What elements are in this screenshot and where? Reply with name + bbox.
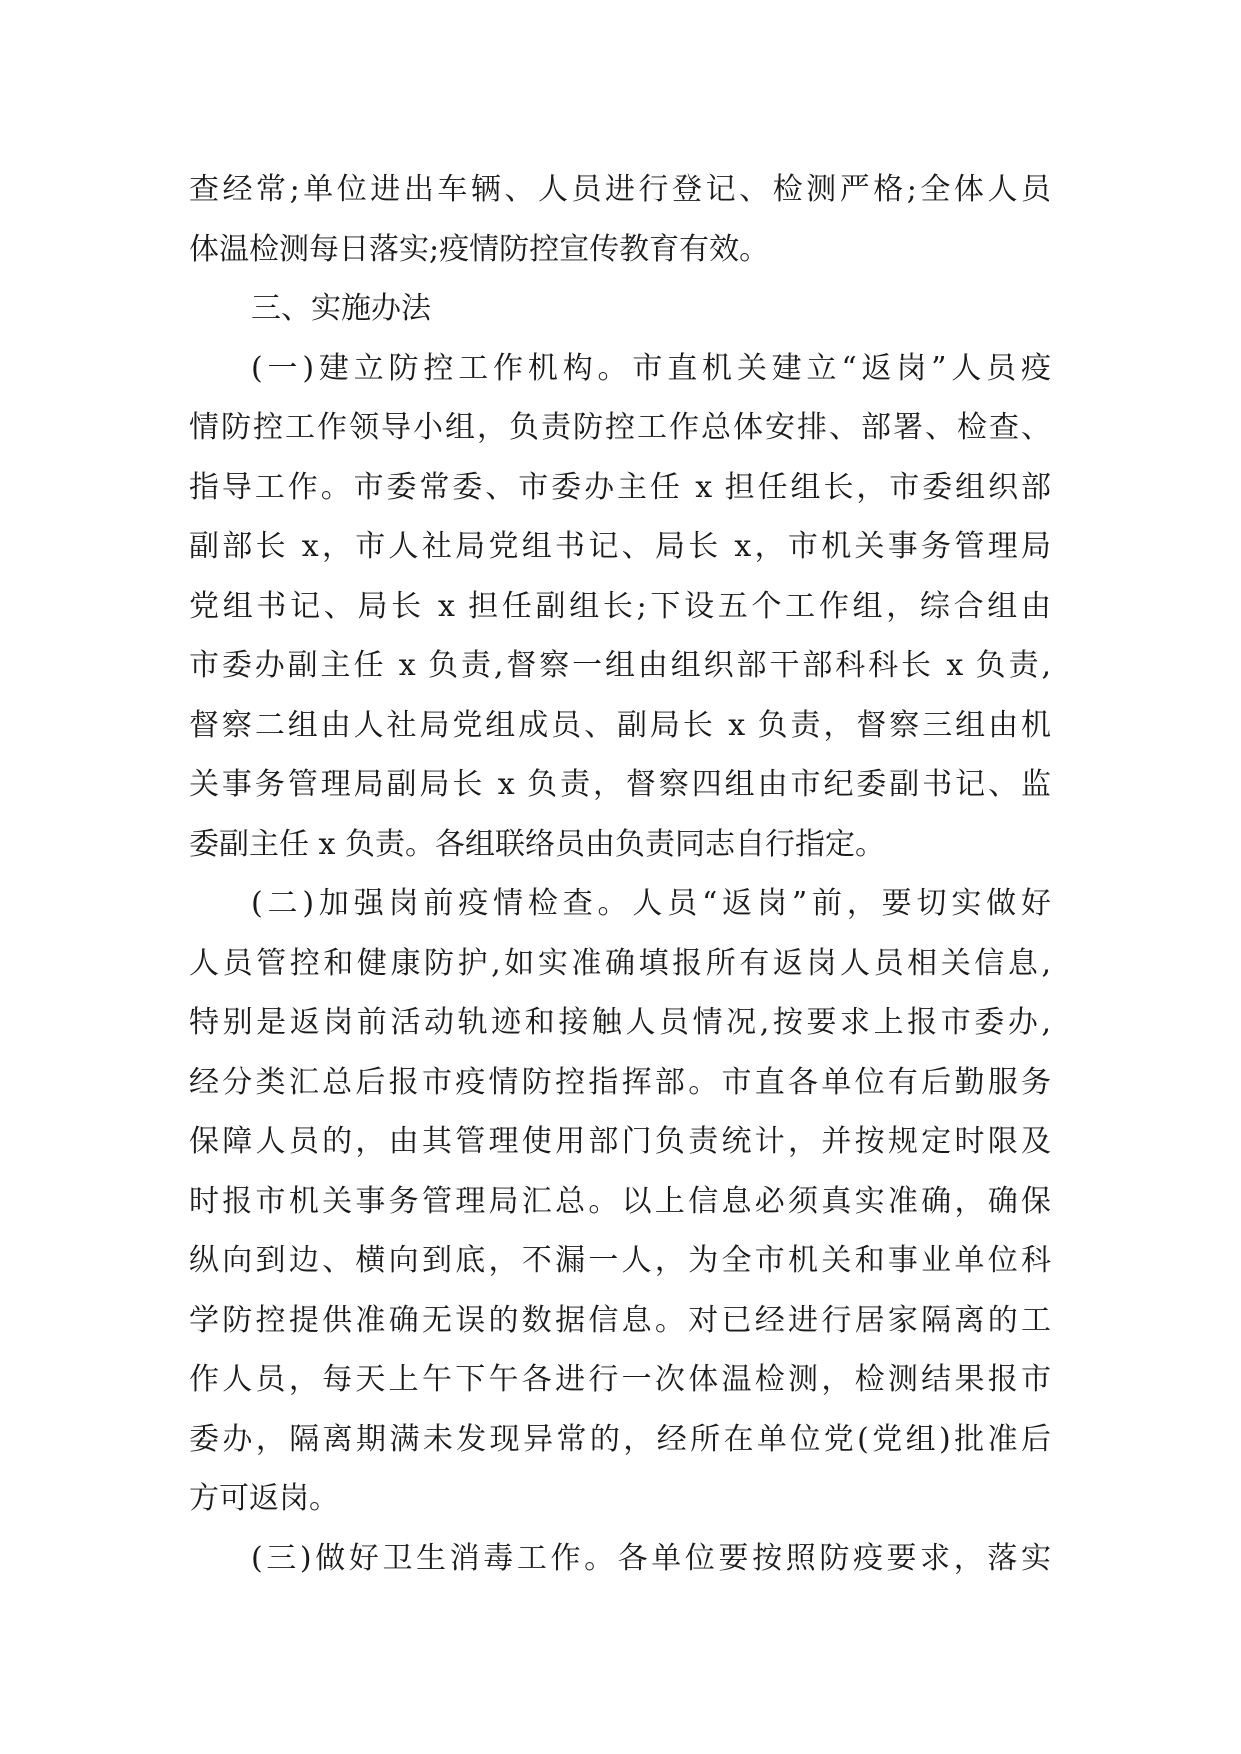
text-line: 市委办副主任 x 负责,督察一组由组织部干部科科长 x 负责,	[189, 648, 1051, 683]
text-line: 特别是返岗前活动轨迹和接触人员情况,按要求上报市委办,	[189, 1005, 1051, 1040]
text-line: 指导工作。市委常委、市委办主任 x 担任组长，市委组织部	[189, 469, 1051, 505]
text-line: 人员管控和健康防护,如实准确填报所有返岗人员相关信息,	[189, 945, 1051, 981]
text-line: 督察二组由人社局党组成员、副局长 x 负责，督察三组由机	[189, 707, 1051, 743]
text-line: (三)做好卫生消毒工作。各单位要按照防疫要求，落实	[251, 1540, 1051, 1576]
text-line: 经分类汇总后报市疫情防控指挥部。市直各单位有后勤服务	[189, 1064, 1051, 1100]
text-line: (一)建立防控工作机构。市直机关建立“返岗”人员疫	[251, 350, 1051, 386]
text-line: 查经常;单位进出车辆、人员进行登记、检测严格;全体人员	[189, 172, 1051, 207]
text-line: 体温检测每日落实;疫情防控宣传教育有效。	[189, 231, 770, 267]
text-line: 保障人员的，由其管理使用部门负责统计，并按规定时限及	[189, 1124, 1051, 1159]
text-line: 副部长 x，市人社局党组书记、局长 x，市机关事务管理局	[189, 529, 1051, 564]
text-line: 作人员，每天上午下午各进行一次体温检测，检测结果报市	[189, 1362, 1051, 1397]
text-line: 关事务管理局副局长 x 负责，督察四组由市纪委副书记、监	[189, 767, 1051, 802]
text-line: 情防控工作领导小组，负责防控工作总体安排、部署、检查、	[189, 410, 1051, 445]
text-line: 方可返岗。	[189, 1481, 339, 1516]
section-heading: 三、实施办法	[251, 291, 431, 326]
text-line: 学防控提供准确无误的数据信息。对已经进行居家隔离的工	[189, 1302, 1051, 1338]
text-line: 委办，隔离期满未发现异常的，经所在单位党(党组)批准后	[189, 1421, 1051, 1457]
text-line: (二)加强岗前疫情检查。人员“返岗”前，要切实做好	[251, 886, 1051, 921]
text-line: 时报市机关事务管理局汇总。以上信息必须真实准确，确保	[189, 1183, 1051, 1219]
document-body	[189, 160, 1051, 1588]
text-line: 纵向到边、横向到底，不漏一人，为全市机关和事业单位科	[189, 1243, 1051, 1278]
text-line: 党组书记、局长 x 担任副组长;下设五个工作组，综合组由	[189, 588, 1051, 624]
text-line: 委副主任 x 负责。各组联络员由负责同志自行指定。	[189, 826, 885, 862]
